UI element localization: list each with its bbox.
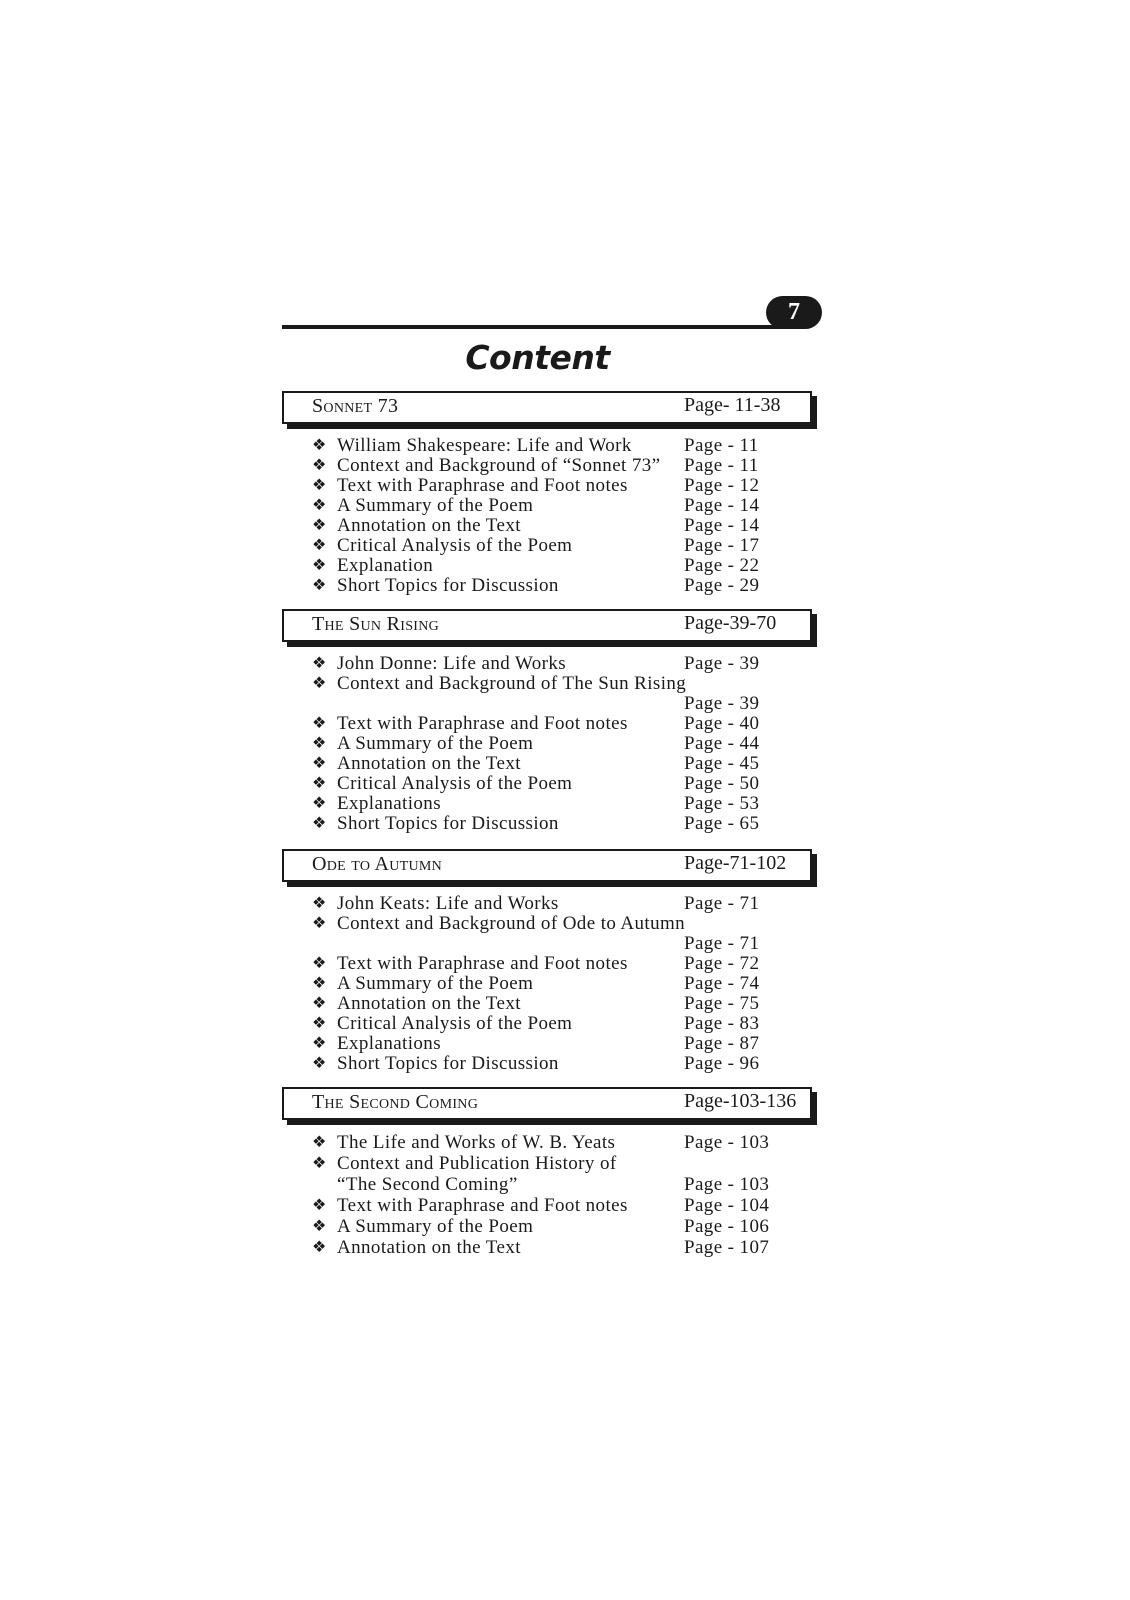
entry-title: Text with Paraphrase and Foot notes (337, 953, 628, 974)
toc-entry[interactable] (282, 536, 842, 556)
toc-entry[interactable] (282, 516, 842, 536)
entry-page: Page - 17 (684, 535, 760, 556)
section-page-range: Page-103-136 (684, 1090, 797, 1112)
entry-title: Explanation (337, 555, 434, 576)
entry-title: Explanations (337, 793, 442, 814)
toc-entry[interactable] (282, 456, 842, 476)
entry-page: Page - 11 (684, 455, 759, 476)
entry-page: Page - 39 (684, 693, 760, 714)
entry-page: Page - 74 (684, 973, 760, 994)
section-entries (282, 1132, 842, 1258)
entry-title: Annotation on the Text (337, 1237, 521, 1258)
entry-page: Page - 40 (684, 713, 760, 734)
toc-entry[interactable] (282, 814, 842, 834)
toc-entry[interactable] (282, 496, 842, 516)
bullet-icon: ❖ (312, 655, 327, 672)
entry-title: The Life and Works of W. B. Yeats (337, 1132, 616, 1153)
toc-entry[interactable] (282, 954, 842, 974)
entry-title: Context and Background of Ode to Autumn (337, 913, 686, 934)
entry-page: Page - 53 (684, 793, 760, 814)
bullet-icon: ❖ (312, 915, 327, 932)
toc-entry[interactable] (282, 734, 842, 754)
bullet-icon: ❖ (312, 1035, 327, 1052)
entry-title: Text with Paraphrase and Foot notes (337, 713, 628, 734)
bullet-icon: ❖ (312, 775, 327, 792)
entry-page: Page - 29 (684, 575, 760, 596)
entry-title: John Keats: Life and Works (337, 893, 559, 914)
page-title: Content (465, 338, 610, 377)
entry-page: Page - 106 (684, 1216, 770, 1237)
bullet-icon: ❖ (312, 437, 327, 454)
section-entries (282, 436, 842, 596)
bullet-icon: ❖ (312, 755, 327, 772)
entry-page: Page - 75 (684, 993, 760, 1014)
toc-entry[interactable] (282, 774, 842, 794)
toc-entry[interactable] (282, 476, 842, 496)
bullet-icon: ❖ (312, 895, 327, 912)
entry-title: John Donne: Life and Works (337, 653, 567, 674)
entry-page: Page - 11 (684, 435, 759, 456)
entry-title: Text with Paraphrase and Foot notes (337, 475, 628, 496)
entry-title: Short Topics for Discussion (337, 575, 559, 596)
entry-page: Page - 71 (684, 893, 760, 914)
toc-section (282, 1087, 842, 1258)
bullet-icon: ❖ (312, 477, 327, 494)
entry-title: Short Topics for Discussion (337, 813, 559, 834)
toc-entry-continuation[interactable] (282, 934, 842, 954)
bullet-icon: ❖ (312, 517, 327, 534)
toc-entry[interactable] (282, 894, 842, 914)
entry-title: Text with Paraphrase and Foot notes (337, 1195, 628, 1216)
bullet-icon: ❖ (312, 1015, 327, 1032)
entry-page: Page - 50 (684, 773, 760, 794)
entry-title: Explanations (337, 1033, 442, 1054)
entry-page: Page - 39 (684, 653, 760, 674)
section-header-box[interactable] (282, 849, 812, 882)
section-entries (282, 654, 842, 834)
toc-section (282, 391, 842, 596)
section-header-box[interactable] (282, 391, 812, 424)
toc-entry[interactable] (282, 974, 842, 994)
bullet-icon: ❖ (312, 795, 327, 812)
section-header-box[interactable] (282, 1087, 812, 1120)
entry-page: Page - 87 (684, 1033, 760, 1054)
bullet-icon: ❖ (312, 1218, 327, 1235)
section-page-range: Page-71-102 (684, 852, 787, 874)
entry-page: Page - 103 (684, 1174, 770, 1195)
section-title: The Sun Rising (312, 613, 440, 635)
section-title: Sonnet 73 (312, 395, 399, 417)
entry-title: Critical Analysis of the Poem (337, 773, 573, 794)
bullet-icon: ❖ (312, 537, 327, 554)
entry-page: Page - 45 (684, 753, 760, 774)
bullet-icon: ❖ (312, 497, 327, 514)
entry-title: Annotation on the Text (337, 515, 521, 536)
entry-title: Context and Background of The Sun Rising (337, 673, 687, 694)
entry-title: A Summary of the Poem (337, 495, 534, 516)
bullet-icon: ❖ (312, 975, 327, 992)
bullet-icon: ❖ (312, 955, 327, 972)
entry-title-continuation: “The Second Coming” (337, 1174, 518, 1195)
entry-page: Page - 83 (684, 1013, 760, 1034)
toc-entry[interactable] (282, 754, 842, 774)
entry-page: Page - 12 (684, 475, 760, 496)
toc-entry[interactable] (282, 556, 842, 576)
entry-title: Context and Background of “Sonnet 73” (337, 455, 661, 476)
entry-title: Annotation on the Text (337, 753, 521, 774)
toc-section (282, 609, 842, 834)
toc-entry[interactable] (282, 914, 842, 934)
toc-entry[interactable] (282, 714, 842, 734)
entry-title: Annotation on the Text (337, 993, 521, 1014)
section-page-range: Page- 11-38 (684, 394, 781, 416)
entry-page: Page - 65 (684, 813, 760, 834)
toc-entry[interactable] (282, 1237, 842, 1258)
toc-entry[interactable] (282, 1014, 842, 1034)
toc-entry[interactable] (282, 654, 842, 674)
bullet-icon: ❖ (312, 557, 327, 574)
toc-section (282, 849, 842, 1074)
entry-page: Page - 14 (684, 515, 760, 536)
toc-entry-continuation[interactable] (282, 694, 842, 714)
bullet-icon: ❖ (312, 1197, 327, 1214)
bullet-icon: ❖ (312, 1055, 327, 1072)
header-rule (282, 325, 782, 329)
section-entries (282, 894, 842, 1074)
toc-entry[interactable] (282, 436, 842, 456)
toc-entry[interactable] (282, 674, 842, 694)
entry-page: Page - 104 (684, 1195, 770, 1216)
section-page-range: Page-39-70 (684, 612, 777, 634)
entry-title: Critical Analysis of the Poem (337, 535, 573, 556)
entry-page: Page - 96 (684, 1053, 760, 1074)
entry-page: Page - 22 (684, 555, 760, 576)
section-header-box[interactable] (282, 609, 812, 642)
entry-page: Page - 44 (684, 733, 760, 754)
entry-page: Page - 14 (684, 495, 760, 516)
toc-entry[interactable] (282, 576, 842, 596)
section-title: Ode to Autumn (312, 853, 443, 875)
entry-title: A Summary of the Poem (337, 733, 534, 754)
bullet-icon: ❖ (312, 1134, 327, 1151)
entry-title: Critical Analysis of the Poem (337, 1013, 573, 1034)
entry-page: Page - 103 (684, 1132, 770, 1153)
toc-entry[interactable] (282, 1153, 842, 1174)
page-number-badge: 7 (766, 296, 822, 329)
bullet-icon: ❖ (312, 815, 327, 832)
bullet-icon: ❖ (312, 715, 327, 732)
bullet-icon: ❖ (312, 1155, 327, 1172)
toc-entry[interactable] (282, 1054, 842, 1074)
bullet-icon: ❖ (312, 457, 327, 474)
bullet-icon: ❖ (312, 675, 327, 692)
bullet-icon: ❖ (312, 1239, 327, 1256)
toc-entry[interactable] (282, 1034, 842, 1054)
bullet-icon: ❖ (312, 995, 327, 1012)
toc-entry[interactable] (282, 1132, 842, 1153)
toc-entry[interactable] (282, 1216, 842, 1237)
entry-page: Page - 107 (684, 1237, 770, 1258)
bullet-icon: ❖ (312, 735, 327, 752)
entry-title: William Shakespeare: Life and Work (337, 435, 632, 456)
entry-title: Short Topics for Discussion (337, 1053, 559, 1074)
toc-entry[interactable] (282, 1195, 842, 1216)
entry-page: Page - 71 (684, 933, 760, 954)
entry-title: Context and Publication History of (337, 1153, 617, 1174)
entry-page: Page - 72 (684, 953, 760, 974)
entry-title: A Summary of the Poem (337, 1216, 534, 1237)
bullet-icon: ❖ (312, 577, 327, 594)
entry-title: A Summary of the Poem (337, 973, 534, 994)
toc-entry[interactable] (282, 794, 842, 814)
toc-entry[interactable] (282, 994, 842, 1014)
toc-entry-continuation[interactable] (282, 1174, 842, 1195)
section-title: The Second Coming (312, 1091, 479, 1113)
